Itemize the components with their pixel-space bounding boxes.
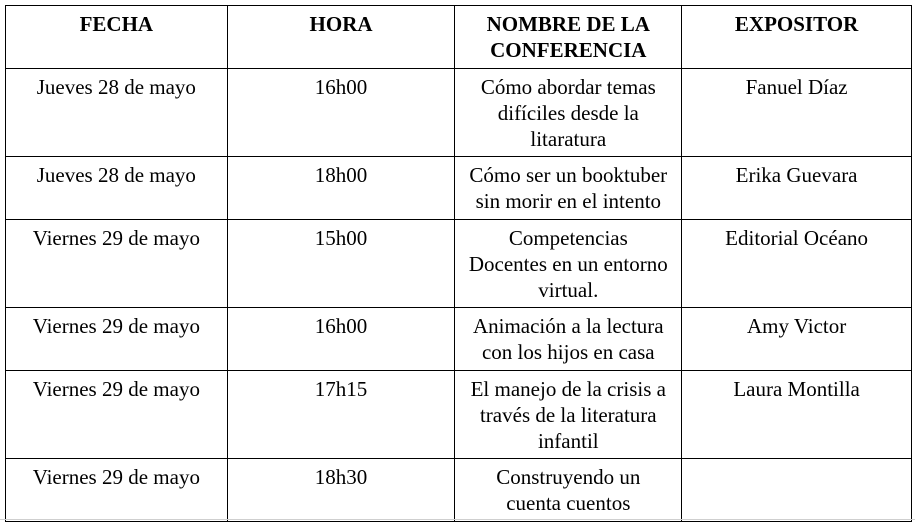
- table-row: [6, 69, 912, 157]
- nombre-line: través de la literatura: [479, 403, 657, 427]
- cell-nombre: [455, 371, 682, 459]
- cell-fecha: Viernes 29 de mayo: [6, 459, 228, 522]
- nombre-line: Cómo abordar temas: [480, 75, 656, 99]
- header-nombre: [455, 6, 682, 69]
- cell-fecha: Viernes 29 de mayo: [6, 371, 228, 459]
- header-expositor: EXPOSITOR: [682, 6, 912, 69]
- cell-expositor: [682, 459, 912, 522]
- table-row: [6, 308, 912, 371]
- cell-fecha: Jueves 28 de mayo: [6, 69, 228, 157]
- cell-expositor: Laura Montilla: [682, 371, 912, 459]
- nombre-line: cuenta cuentos: [506, 491, 631, 515]
- header-nombre-line: NOMBRE DE LA: [486, 12, 650, 36]
- table-header-row: [6, 6, 912, 69]
- nombre-line: Cómo ser un booktuber: [469, 163, 668, 187]
- nombre-line: con los hijos en casa: [481, 340, 655, 364]
- table-row: [6, 157, 912, 220]
- cell-hora: 18h30: [227, 459, 455, 522]
- table-row: [6, 220, 912, 308]
- cell-hora: 17h15: [227, 371, 455, 459]
- cell-nombre: [455, 69, 682, 157]
- cell-hora: 16h00: [227, 308, 455, 371]
- cell-nombre: [455, 157, 682, 220]
- cell-fecha: Jueves 28 de mayo: [6, 157, 228, 220]
- table-row: [6, 459, 912, 522]
- nombre-line: infantil: [537, 429, 599, 453]
- conference-schedule-table: [5, 5, 912, 522]
- nombre-line: El manejo de la crisis a: [470, 377, 666, 401]
- cell-nombre: [455, 459, 682, 522]
- table-row: [6, 371, 912, 459]
- cell-hora: 18h00: [227, 157, 455, 220]
- nombre-line: Animación a la lectura: [472, 314, 664, 338]
- cell-expositor: Editorial Océano: [682, 220, 912, 308]
- nombre-line: Docentes en un entorno: [468, 252, 668, 276]
- nombre-line: Construyendo un: [496, 465, 641, 489]
- cell-fecha: Viernes 29 de mayo: [6, 220, 228, 308]
- cell-hora: 16h00: [227, 69, 455, 157]
- cell-nombre: [455, 220, 682, 308]
- header-nombre-line: CONFERENCIA: [490, 38, 647, 62]
- cell-expositor: Erika Guevara: [682, 157, 912, 220]
- cell-hora: 15h00: [227, 220, 455, 308]
- nombre-line: virtual.: [538, 278, 599, 302]
- nombre-line: sin morir en el intento: [475, 189, 662, 213]
- cell-fecha: Viernes 29 de mayo: [6, 308, 228, 371]
- cell-expositor: Fanuel Díaz: [682, 69, 912, 157]
- nombre-line: litaratura: [530, 127, 607, 151]
- header-fecha: FECHA: [6, 6, 228, 69]
- nombre-line: difíciles desde la: [497, 101, 639, 125]
- cell-nombre: [455, 308, 682, 371]
- cell-expositor: Amy Victor: [682, 308, 912, 371]
- page-bottom-rule: [0, 519, 915, 520]
- nombre-line: Competencias: [508, 226, 628, 250]
- header-hora: HORA: [227, 6, 455, 69]
